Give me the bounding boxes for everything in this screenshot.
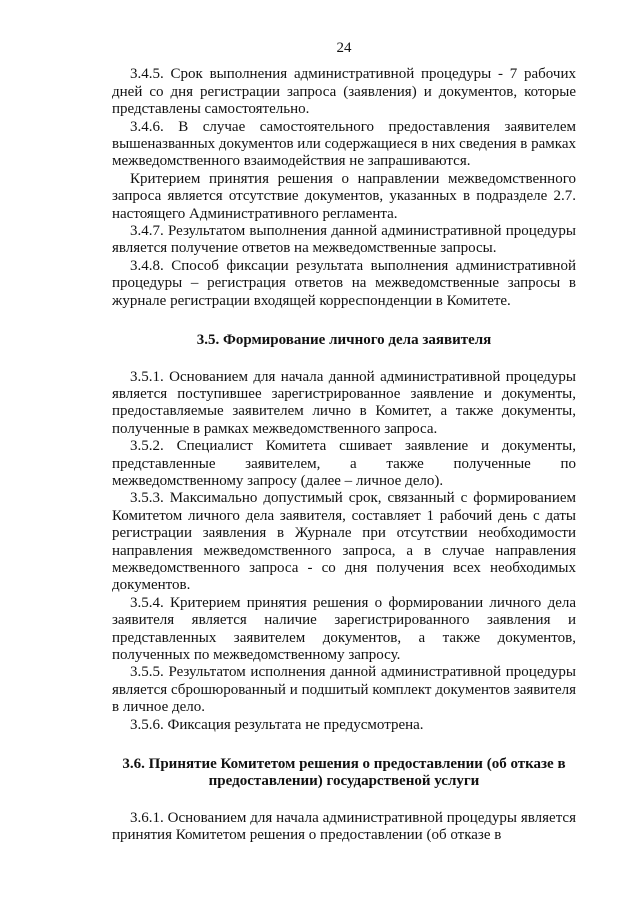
paragraph-3-4-7: 3.4.7. Результатом выполнения данной административной процедуры является получение ответов на межведомственные запросы. [112, 223, 576, 257]
section-3-5-body [112, 369, 576, 735]
paragraph-3-5-2: 3.5.2. Специалист Комитета сшивает заявление и документы, представленные заявителем, а также полученные по межведомственному запросу (далее – личное дело). [112, 438, 576, 489]
section-3-6-title-line2: предоставлении) государственой услуги [208, 773, 480, 790]
paragraph-3-5-6: 3.5.6. Фиксация результата не предусмотрена. [130, 716, 424, 733]
section-34-continuation [112, 66, 576, 310]
paragraph-3-5-1: 3.5.1. Основанием для начала данной административной процедуры является поступившее зарегистрированное заявление и документы, предоставляемые заявителем лично в Комитет, а также документы, полученные в рамках межведомственного запроса. [112, 368, 576, 437]
section-3-6-body [112, 810, 576, 845]
paragraph-criterion: Критерием принятия решения о направлении межведомственного запроса является отсутствие документов, указанных в подразделе 2.7. настоящего Административного регламента. [112, 170, 576, 222]
paragraph-3-4-5: 3.4.5. Срок выполнения административной процедуры - 7 рабочих дней со дня регистрации запроса (заявления) и документов, которые представлены самостоятельно. [112, 66, 576, 118]
paragraph-3-5-4: 3.5.4. Критерием принятия решения о формировании личного дела заявителя является наличие зарегистрированного заявления и представленных заявителем документов, а также документов, полученных по межведомственному запросу. [112, 594, 576, 663]
paragraph-3-6-1: 3.6.1. Основанием для начала административной процедуры является принятия Комитетом решения о предоставлении (об отказе в [112, 809, 576, 844]
paragraph-3-5-3: 3.5.3. Максимально допустимый срок, связанный с формированием Комитетом личного дела заявителя, составляет 1 рабочий день с даты регистрации заявления в Журнале при отсутствии необходимости направления межведомственного запроса, а в случае направления межведомственного запроса - со дня получения всех необходимых документов. [112, 490, 576, 594]
paragraph-3-4-6: 3.4.6. В случае самостоятельного предоставления заявителем вышеназванных документов или содержащиеся в них сведения в рамках межведомственного взаимодействия не запрашиваются. [112, 118, 576, 170]
page-number: 24 [336, 40, 352, 56]
section-3-5-title: 3.5. Формирование личного дела заявителя [196, 332, 492, 349]
paragraph-3-5-5: 3.5.5. Результатом исполнения данной административной процедуры является сброшюрованный и подшитый комплект документов заявителя в личное дело. [112, 664, 576, 716]
section-3-6-title-line1: 3.6. Принятие Комитетом решения о предоставлении (об отказе в [122, 756, 566, 773]
paragraph-3-4-8: 3.4.8. Способ фиксации результата выполнения административной процедуры – регистрация ответов на межведомственные запросы в журнале регистрации входящей корреспонденции в Комитете. [112, 257, 576, 309]
section-3-6-title [112, 756, 576, 791]
